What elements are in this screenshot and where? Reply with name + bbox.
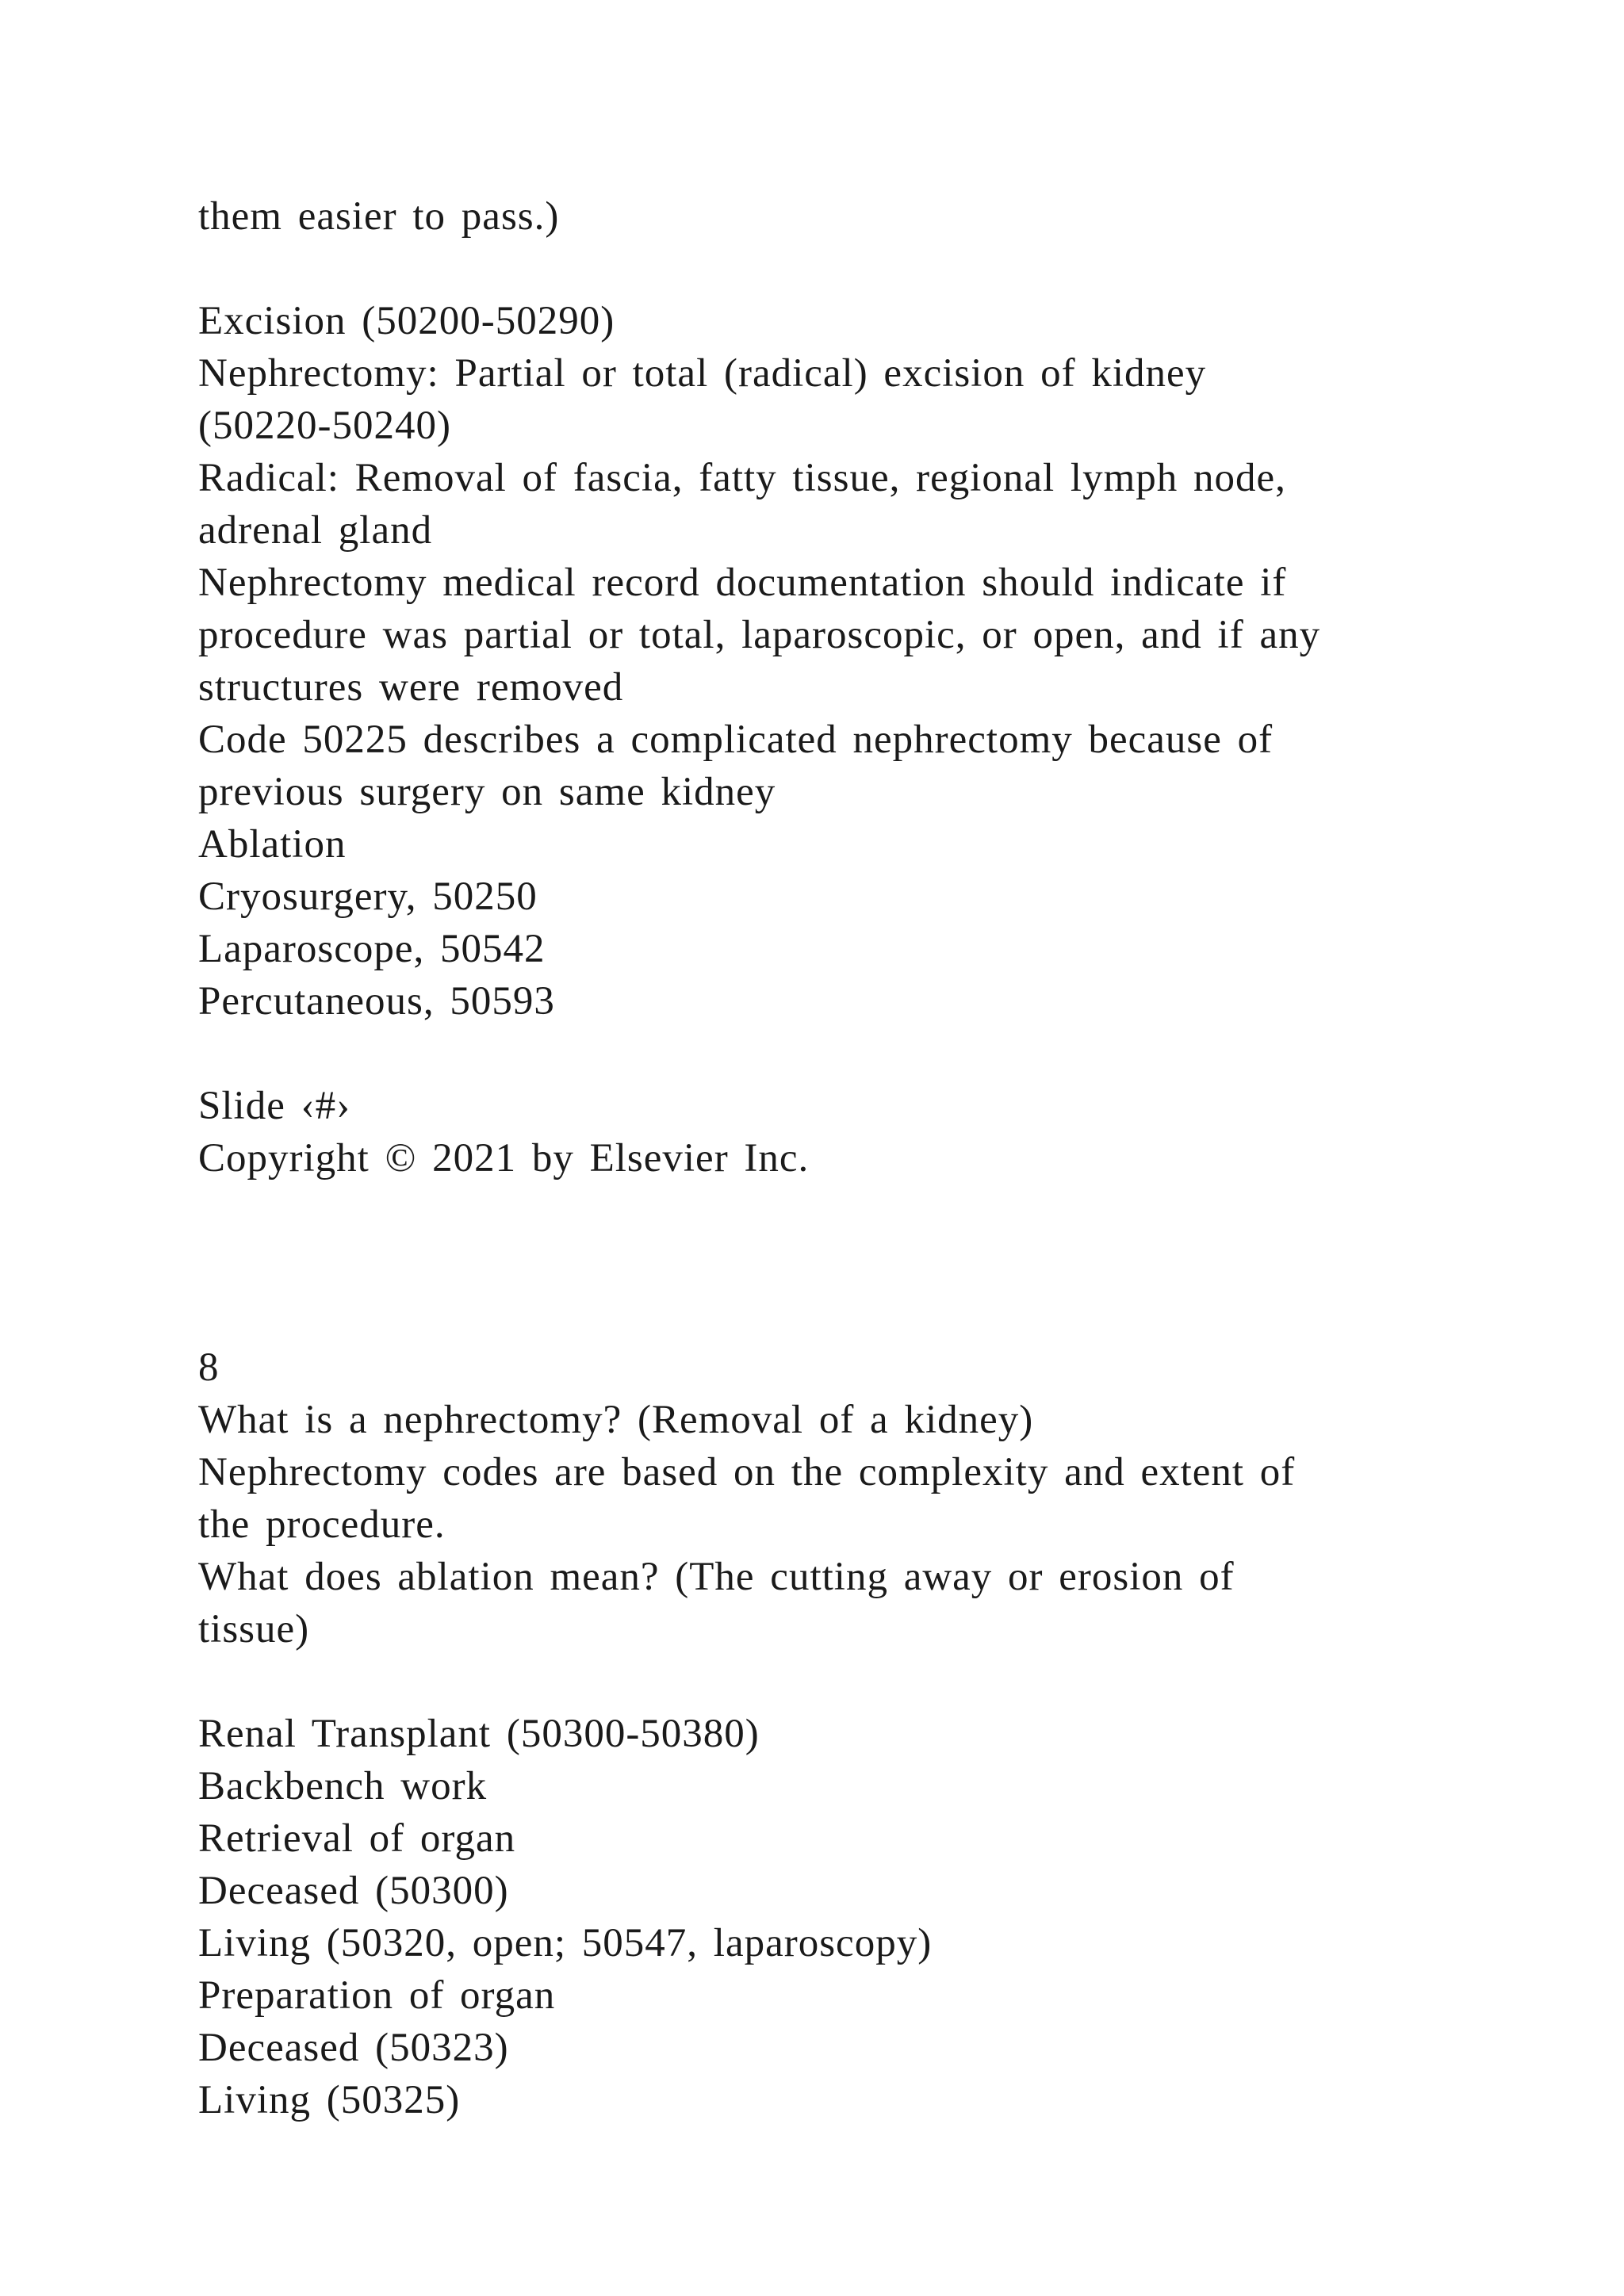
blank-line	[198, 1237, 1467, 1289]
text-line: Radical: Removal of fascia, fatty tissue, regional lymph node,	[198, 456, 1286, 500]
slide-notes-number: 8	[198, 1345, 220, 1390]
text-line: What does ablation mean? (The cutting away or erosion of	[198, 1555, 1235, 1599]
slide-number: Slide ‹#›	[198, 1084, 351, 1128]
text-line: Preparation of organ	[198, 1973, 556, 2018]
text-line: Deceased (50323)	[198, 2026, 509, 2070]
text-line: Laparoscope, 50542	[198, 927, 546, 971]
text-line: adrenal gland	[198, 508, 433, 553]
text-line: Code 50225 describes a complicated nephrectomy because of	[198, 718, 1274, 762]
text-line: them easier to pass.)	[198, 194, 560, 239]
text-line: structures were removed	[198, 665, 624, 710]
text-line: What is a nephrectomy? (Removal of a kidney)	[198, 1398, 1034, 1442]
section-heading-excision: Excision (50200-50290)	[198, 299, 615, 343]
blank-line	[198, 243, 1467, 295]
text-line: the procedure.	[198, 1502, 446, 1547]
text-line: Living (50320, open; 50547, laparoscopy)	[198, 1921, 933, 1965]
text-line: tissue)	[198, 1607, 310, 1651]
text-line: previous surgery on same kidney	[198, 770, 776, 814]
copyright-notice: Copyright © 2021 by Elsevier Inc.	[198, 1136, 810, 1181]
text-line: Percutaneous, 50593	[198, 979, 555, 1024]
text-line: Living (50325)	[198, 2078, 461, 2122]
text-line: Backbench work	[198, 1764, 488, 1808]
text-line: Ablation	[198, 822, 347, 867]
text-line: Cryosurgery, 50250	[198, 874, 538, 919]
blank-line	[198, 1184, 1467, 1237]
text-line: Deceased (50300)	[198, 1869, 509, 1913]
text-line: Nephrectomy: Partial or total (radical) excision of kidney	[198, 351, 1207, 396]
text-line: Retrieval of organ	[198, 1816, 516, 1861]
text-line: procedure was partial or total, laparoscopic, or open, and if any	[198, 613, 1321, 657]
section-heading-renal-transplant: Renal Transplant (50300-50380)	[198, 1712, 760, 1756]
blank-line	[198, 1289, 1467, 1341]
text-line: (50220-50240)	[198, 404, 451, 448]
blank-line	[198, 1655, 1467, 1708]
document-body	[198, 190, 1467, 2126]
text-line: Nephrectomy medical record documentation should indicate if	[198, 561, 1287, 605]
text-line: Nephrectomy codes are based on the complexity and extent of	[198, 1450, 1296, 1494]
blank-line	[198, 1027, 1467, 1080]
